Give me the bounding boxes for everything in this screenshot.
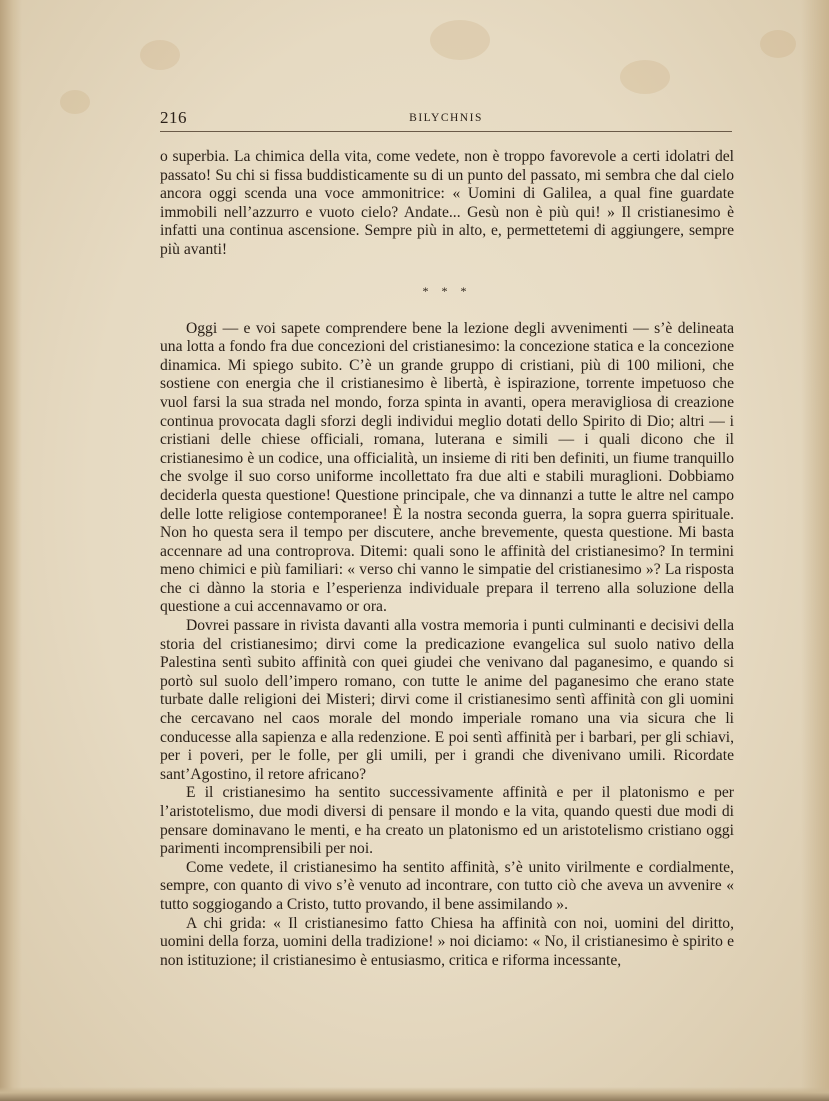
page-header	[160, 108, 732, 130]
page-body	[160, 148, 734, 970]
page-number: 216	[160, 108, 187, 127]
paragraph: o superbia. La chimica della vita, come vedete, non è troppo favorevole a certi idolatri del passato! Su chi si fissa buddisticamente su di un punto del passato, mi sembra che dal cielo ancora oggi scenda una voce ammonitrice: « Uomini di Galilea, a qual fine guardate immobili nell’azzurro e vuoto cielo? Andate... Gesù non è più qui! » Il cristianesimo è infatti una continua ascensione. Sempre più in alto, e, permettetemi di aggiungere, sempre più avanti!	[160, 148, 734, 258]
page-bottom-edge	[0, 1087, 829, 1101]
paragraph: E il cristianesimo ha sentito successivamente affinità e per il platonismo e per l’aristotelismo, due modi diversi di pensare il mondo e la vita, quando questi due modi di pensare dominavano le menti, e ha creato un platonismo ed un aristotelismo cristiano oggi parimenti incomprensibili per noi.	[160, 784, 734, 858]
header-rule	[160, 131, 732, 132]
paragraph: Come vedete, il cristianesimo ha sentito affinità, s’è unito virilmente e cordialmente, sempre, con quanto di vivo s’è venuto ad incontrare, con tutto ciò che aveva un avvenire « tutto soggiogando a Cristo, tutto provando, il bene assimilando ».	[160, 858, 734, 913]
foxing-spot	[430, 20, 490, 60]
paragraph: Dovrei passare in rivista davanti alla vostra memoria i punti culminanti e decisivi della storia del cristianesimo; dirvi come la predicazione evangelica sul suolo nativo della Palestina sentì subito affinità con quei giudei che venivano dal paganesimo, e quando si portò sul suolo dell’impero romano, con tutte le anime del paganesimo che erano state turbate dalle religioni dei Misteri; dirvi come il cristianesimo sentì affinità con gli uomini che cercavano nel caos morale del mondo imperiale romano una via sicura che li conducesse alla sapienza e alla redenzione. E poi sentì affinità per i barbari, per gli schiavi, per i poveri, per le folle, per gli umili, per i grandi che divenivano umili. Ricordate sant’Agostino, il retore africano?	[160, 617, 734, 783]
paragraph: A chi grida: « Il cristianesimo fatto Chiesa ha affinità con noi, uomini del diritto, uomini della forza, uomini della tradizione! » noi diciamo: « No, il cristianesimo è spirito e non istituzione; il cristianesimo è entusiasmo, critica e riforma incessante,	[160, 914, 734, 969]
running-head: BILYCHNIS	[409, 112, 483, 124]
foxing-spot	[140, 40, 180, 70]
foxing-spot	[620, 60, 670, 94]
page-left-edge	[0, 0, 22, 1101]
page-right-edge	[801, 0, 829, 1101]
foxing-spot	[60, 90, 90, 114]
section-separator: * * *	[422, 283, 472, 298]
paragraph: Oggi — e voi sapete comprendere bene la lezione degli avvenimenti — s’è delineata una lotta a fondo fra due concezioni del cristianesimo: la concezione statica e la concezione dinamica. Mi spiego subito. C’è un grande gruppo di cristiani, più di 100 milioni, che sostiene con energia che il cristianesimo è libertà, è ispirazione, torrente impetuoso che vuol farsi la sua strada nel mondo, forza spinta in avanti, opera meravigliosa di creazione continua provocata dagli sforzi degli individui meglio dotati dello Spirito di Dio; altri — i cristiani delle chiese officiali, romana, luterana e simili — i quali dicono che il cristianesimo è un codice, una officialità, un insieme di riti ben definiti, un fiume tranquillo che svolge il suo corso uniforme incollettato fra due alti e stabili muraglioni. Dobbiamo deciderla questa questione! Questione principale, che va dinnanzi a tutte le altre nel campo delle lotte religiose contemporanee! È la nostra seconda guerra, la sopra guerra spirituale. Non ho questa sera il tempo per discutere, anche brevemente, questa questione. Mi basta accennare ad una controprova. Ditemi: quali sono le affinità del cristianesimo? In termini meno chimici e più familiari: « verso chi vanno le simpatie del cristianesimo »? La risposta che ci dànno la storia e l’esperienza individuale prepara il terreno alla soluzione della questione a cui accennavamo or ora.	[160, 319, 734, 616]
foxing-spot	[760, 30, 796, 58]
